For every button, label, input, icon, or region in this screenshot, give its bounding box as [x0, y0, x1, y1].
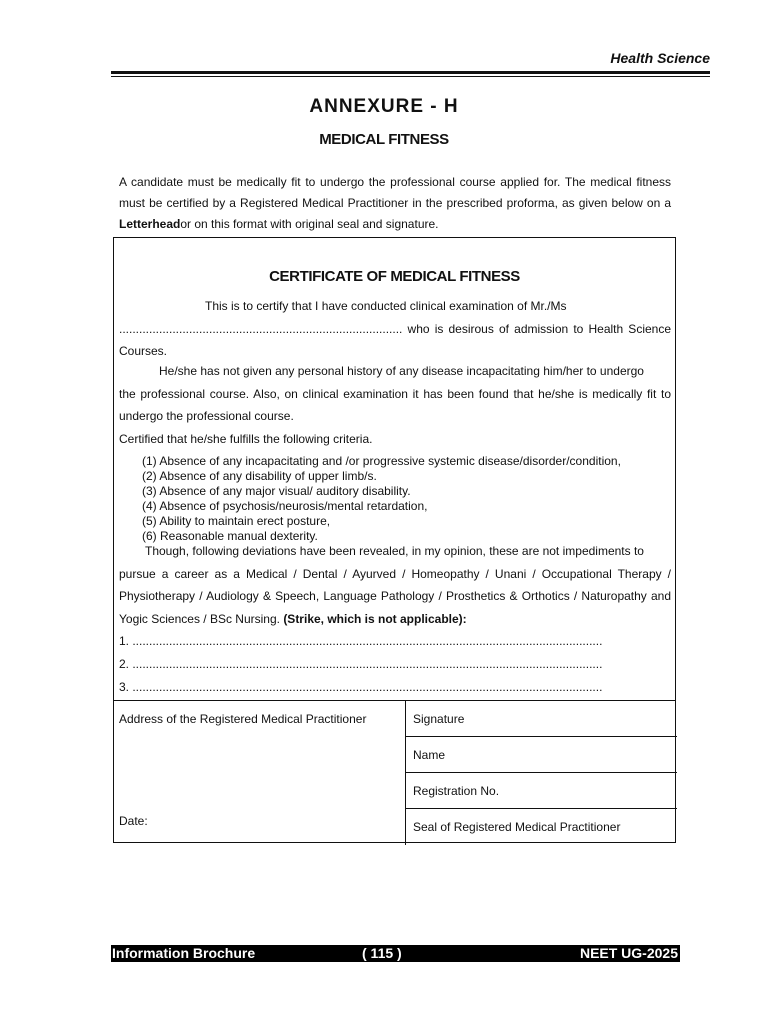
criteria-item: (4) Absence of psychosis/neurosis/mental retardation, [142, 499, 428, 513]
certificate-box [113, 237, 676, 843]
history-paragraph [119, 360, 671, 428]
page-subtitle: MEDICAL FITNESS [319, 131, 449, 148]
footer-right: NEET UG-2025 [579, 945, 678, 961]
certify-line-1: This is to certify that I have conducted clinical examination of Mr./Ms [205, 299, 567, 313]
intro-paragraph [119, 172, 671, 235]
header-rule-thick [111, 71, 710, 74]
intro-text-2: or on this format with original seal and signature. [180, 217, 439, 231]
date-label: Date: [119, 814, 148, 828]
strike-note: (Strike, which is not applicable): [283, 611, 467, 626]
criteria-item: (3) Absence of any major visual/ auditory disability. [142, 484, 411, 498]
intro-letterhead: Letterhead [119, 217, 181, 231]
certify-paragraph [119, 295, 671, 363]
deviation-line-2: 2. ............................................................................................................................................. [119, 657, 603, 671]
page-title: ANNEXURE - H [309, 96, 459, 117]
page-number: ( 115 ) [362, 945, 402, 961]
deviations-paragraph [119, 540, 671, 630]
criteria-item: (2) Absence of any disability of upper limb/s. [142, 469, 377, 483]
name-cell: Name [406, 737, 677, 773]
criteria-intro: Certified that he/she fulfills the following criteria. [119, 432, 373, 446]
deviations-line-rest: pursue a career as a Medical / Dental / Ayurved / Homeopathy / Unani / Occupational Therapy / Physiotherapy / Audiology & Speech, Language Pathology / Prosthetics & Orthotics / Naturopathy and Yogic Sciences / BSc Nursing. [119, 566, 671, 626]
history-line-rest: the professional course. Also, on clinical examination it has been found that he/she is medically fit to undergo the professional course. [119, 386, 671, 423]
history-line-1: He/she has not given any personal history of any disease incapacitating him/her to undergo [159, 364, 644, 378]
practitioner-table [113, 700, 676, 845]
criteria-list [142, 454, 621, 544]
criteria-item: (6) Reasonable manual dexterity. [142, 529, 318, 543]
footer-left: Information Brochure [112, 945, 256, 961]
deviation-line-3: 3. ............................................................................................................................................. [119, 680, 603, 694]
registration-cell: Registration No. [406, 773, 677, 809]
deviations-line-1: Though, following deviations have been revealed, in my opinion, these are not impediments to [145, 544, 644, 558]
footer-bar [111, 945, 680, 962]
address-label: Address of the Registered Medical Practitioner [119, 712, 367, 726]
signature-cell: Signature [406, 701, 677, 737]
header-rule-thin [111, 76, 710, 77]
criteria-item: (5) Ability to maintain erect posture, [142, 514, 331, 528]
section-header: Health Science [610, 50, 710, 66]
deviation-line-1: 1. ............................................................................................................................................. [119, 634, 603, 648]
intro-text-1: A candidate must be medically fit to undergo the professional course applied for. The medical fitness must be certified by a Registered Medical Practitioner in the prescribed proforma, as given below on a [119, 175, 671, 210]
seal-cell: Seal of Registered Medical Practitioner [413, 820, 621, 834]
criteria-item: (1) Absence of any incapacitating and /or progressive systemic disease/disorder/condition, [142, 454, 621, 468]
certify-line-rest: ..................................................................................... who is desirous of admission to Health Science Courses. [119, 321, 671, 358]
certificate-title: CERTIFICATE OF MEDICAL FITNESS [269, 268, 520, 285]
